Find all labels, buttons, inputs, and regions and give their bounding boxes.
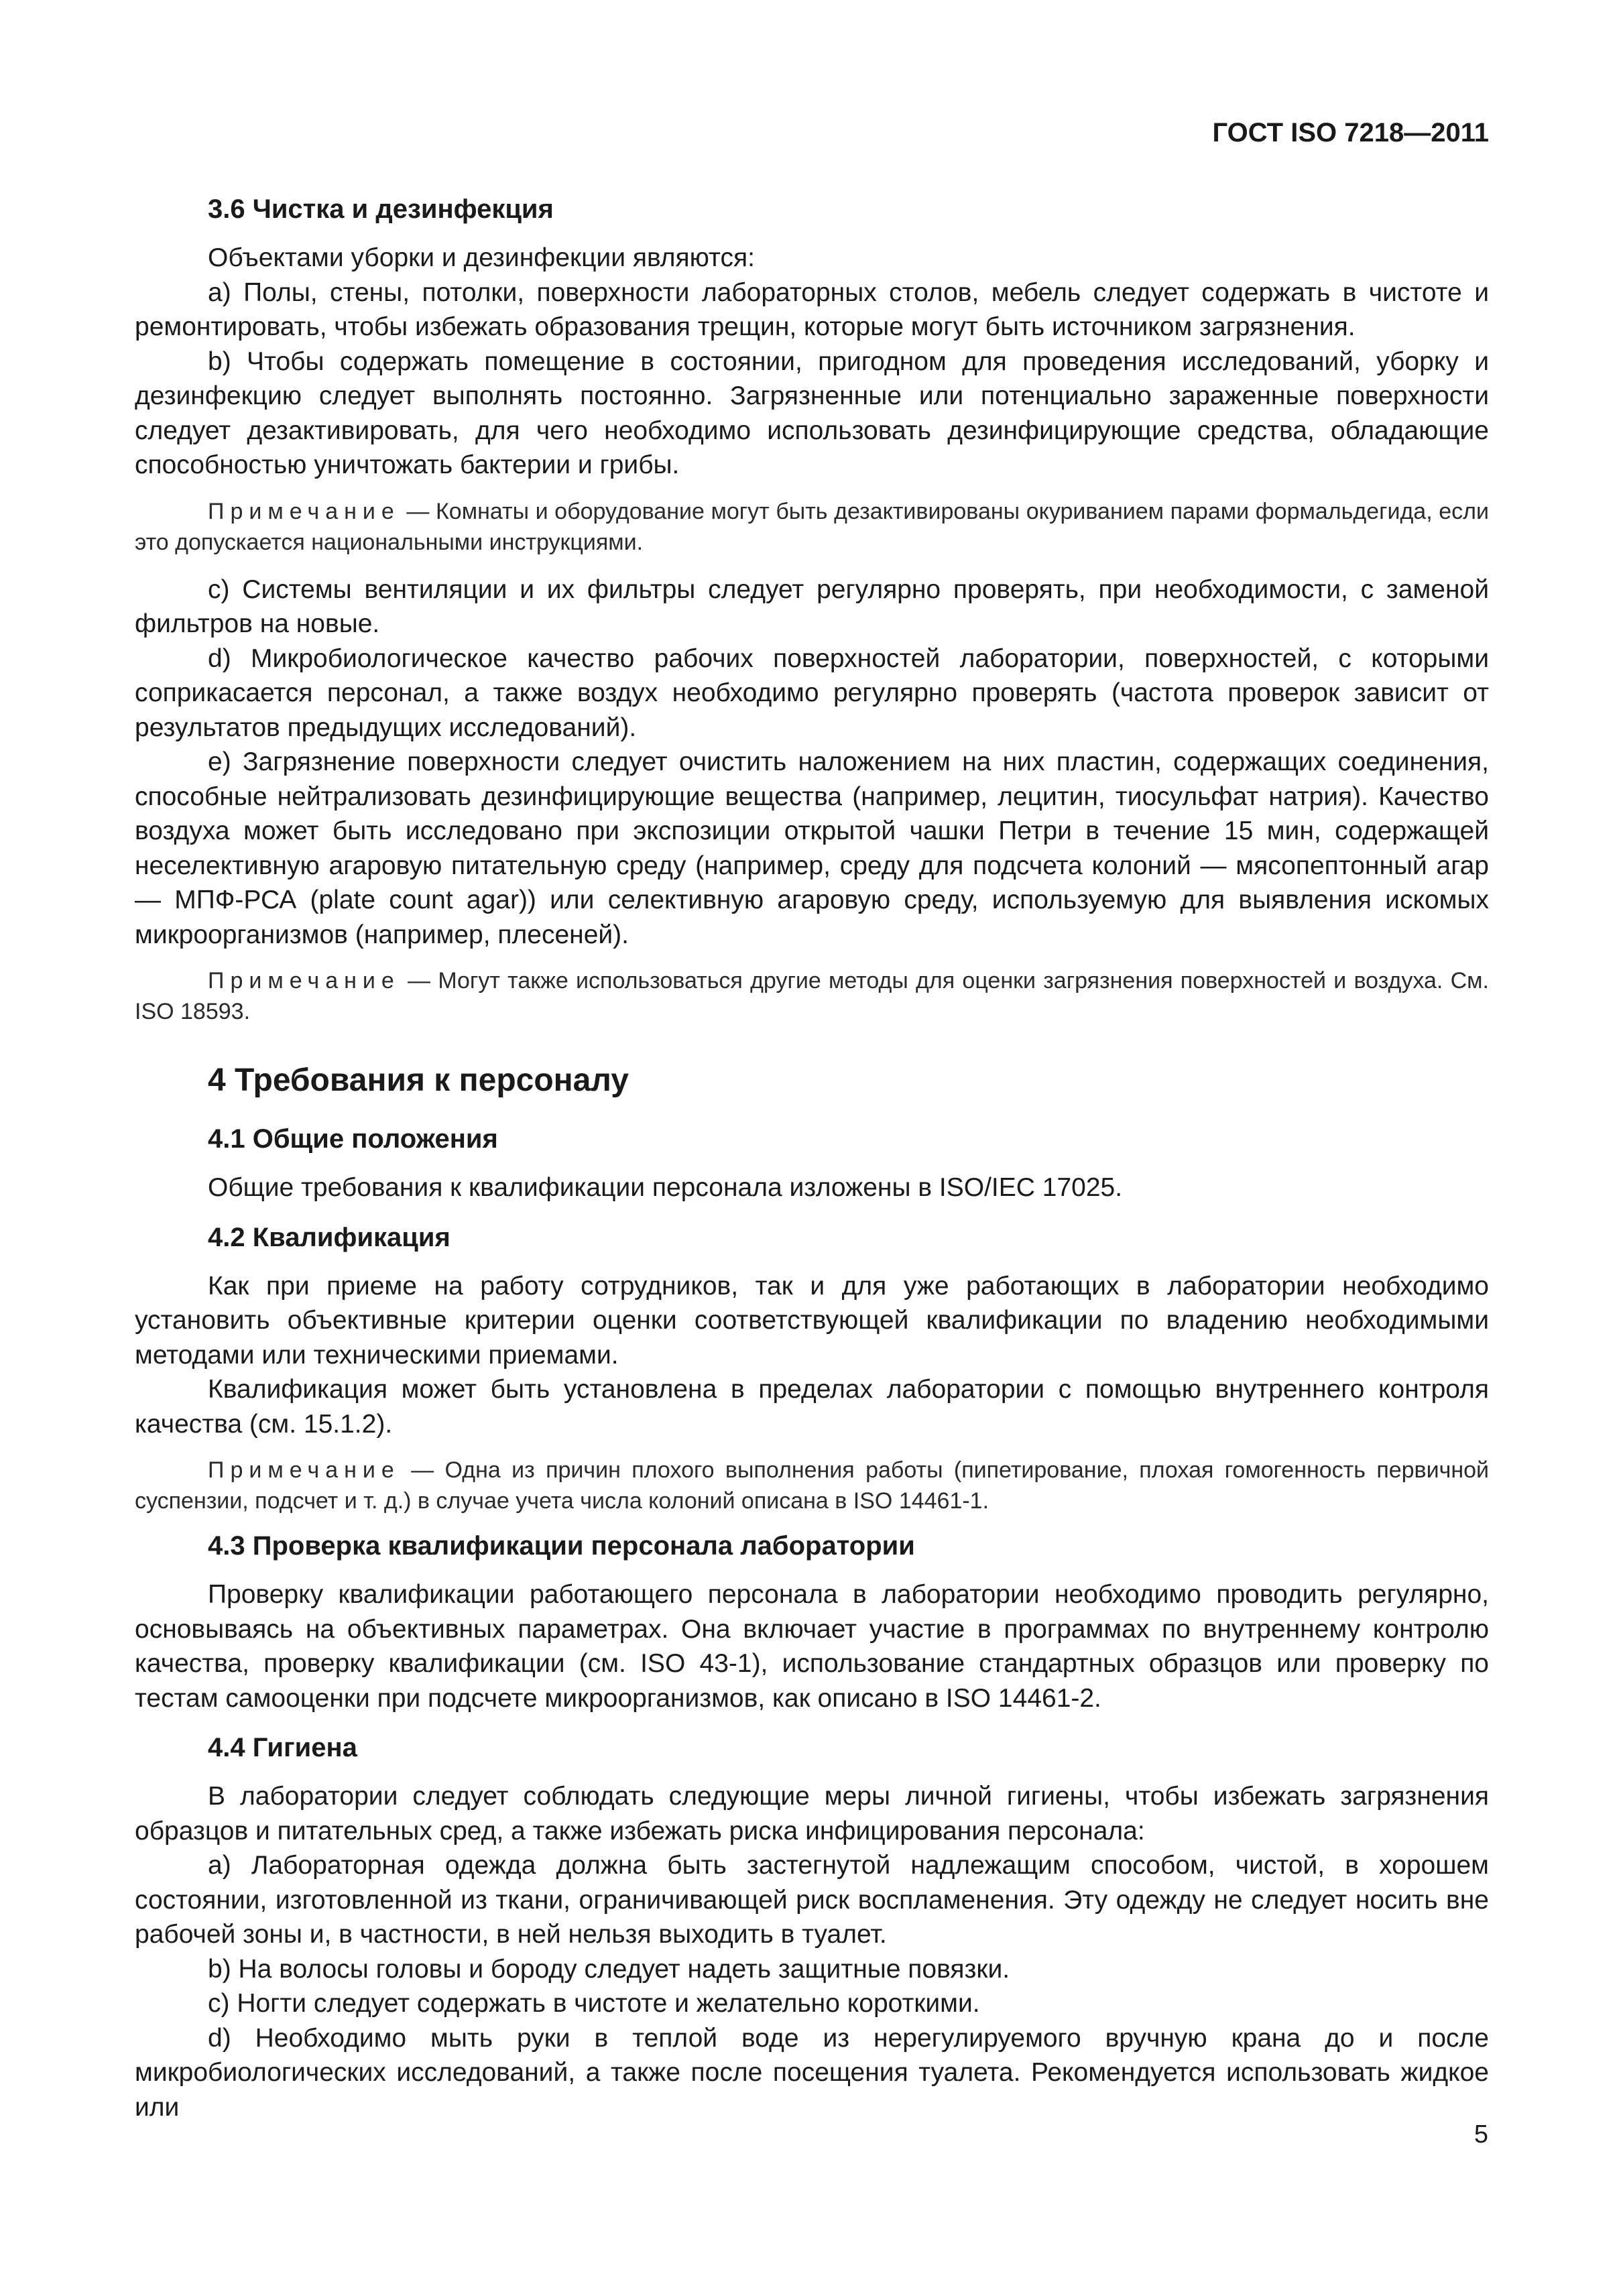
note-label: Примечание <box>208 498 400 524</box>
paragraph-item-d: d) Микробиологическое качество рабочих поверхностей лаборатории, поверхностей, с которыми соприкасается персонал, а также воздух необходимо регулярно проверять (частота проверок зависит от результатов предыдущих исследований). <box>135 644 1489 742</box>
paragraph-item-e: e) Загрязнение поверхности следует очистить наложением на них пластин, содержащих соединения, способные нейтрализовать дезинфицирующие вещества (например, лецитин, тиосульфат натрия). Качество воздуха может быть исследовано при экспозиции открытой чашки Петри в течение 15 мин, содержащей неселективную агаровую питательную среду (например, среду для подсчета колоний — мясопептонный агар — МПФ-РСА (plate count agar)) или селективную агаровую среду, используемую для выявления искомых микроорганизмов (например, плесеней). <box>135 747 1489 949</box>
note-text: — Одна из причин плохого выполнения работы (пипетирование, плохая гомогенность первичной суспензии, подсчет и т. д.) в случае учета числа колоний описана в ISO 14461-1. <box>135 1457 1489 1514</box>
note-label: Примечание <box>208 968 400 993</box>
section-4-4-title: 4.4 Гигиена <box>208 1733 357 1762</box>
paragraph-item-b: b) Чтобы содержать помещение в состоянии, пригодном для проведения исследований, уборку и дезинфекцию следует выполнять постоянно. Загрязненные или потенциально зараженные поверхности следует дезактивировать, для чего необходимо использовать дезинфицирующие средства, обладающие способностью уничтожать бактерии и грибы. <box>135 347 1489 479</box>
paragraph: Квалификация может быть установлена в пределах лаборатории с помощью внутреннего контроля качества (см. 15.1.2). <box>135 1375 1489 1439</box>
note <box>135 1455 1489 1516</box>
note <box>135 965 1489 1027</box>
section-4-1-title: 4.1 Общие положения <box>208 1124 498 1154</box>
page-number: 5 <box>1474 2120 1488 2149</box>
paragraph-item-a: a) Лабораторная одежда должна быть застегнутой надлежащим способом, чистой, в хорошем состоянии, изготовленной из ткани, ограничивающей риск воспламенения. Эту одежду не следует носить вне рабочей зоны и, в частности, в ней нельзя выходить в туалет. <box>135 1851 1489 1949</box>
paragraph-item-d: d) Необходимо мыть руки в теплой воде из нерегулируемого вручную крана до и после микробиологических исследований, а также после посещения туалета. Рекомендуется использовать жидкое или <box>135 2023 1489 2122</box>
page-content <box>135 194 1489 2124</box>
note-label: Примечание <box>208 1457 400 1483</box>
paragraph-item-b: b) На волосы головы и бороду следует надеть защитные повязки. <box>208 1954 1010 1984</box>
note-text: — Могут также использоваться другие методы для оценки загрязнения поверхностей и воздуха. См. ISO 18593. <box>135 968 1489 1024</box>
paragraph: В лаборатории следует соблюдать следующие меры личной гигиены, чтобы избежать загрязнения образцов и питательных сред, а также избежать риска инфицирования персонала: <box>135 1782 1489 1846</box>
standard-header: ГОСТ ISO 7218—2011 <box>1212 118 1489 147</box>
section-4-title: 4 Требования к персоналу <box>208 1063 629 1098</box>
note-text: — Комнаты и оборудование могут быть дезактивированы окуриванием парами формальдегида, если это допускается национальными инструкциями. <box>135 498 1489 555</box>
note <box>135 496 1489 558</box>
paragraph: Общие требования к квалификации персонала изложены в ISO/IEC 17025. <box>208 1173 1123 1202</box>
paragraph: Объектами уборки и дезинфекции являются: <box>208 243 755 272</box>
paragraph-item-c: c) Системы вентиляции и их фильтры следует регулярно проверять, при необходимости, с заменой фильтров на новые. <box>135 575 1489 638</box>
paragraph: Проверку квалификации работающего персонала в лаборатории необходимо проводить регулярно, основываясь на объективных параметрах. Она включает участие в программах по внутреннему контролю качества, проверку квалификации (см. ISO 43-1), использование стандартных образцов или проверку по тестам самооценки при подсчете микроорганизмов, как описано в ISO 14461-2. <box>135 1580 1489 1713</box>
section-4-3-title: 4.3 Проверка квалификации персонала лаборатории <box>208 1531 915 1561</box>
paragraph-item-a: a) Полы, стены, потолки, поверхности лабораторных столов, мебель следует содержать в чистоте и ремонтировать, чтобы избежать образования трещин, которые могут быть источником загрязнения. <box>135 278 1489 341</box>
paragraph: Как при приеме на работу сотрудников, так и для уже работающих в лаборатории необходимо установить объективные критерии оценки соответствующей квалификации по владению необходимыми методами или техническими приемами. <box>135 1271 1489 1370</box>
section-4-2-title: 4.2 Квалификация <box>208 1222 450 1252</box>
paragraph-item-c: c) Ногти следует содержать в чистоте и желательно короткими. <box>208 1989 980 2018</box>
section-3-6-title: 3.6 Чистка и дезинфекция <box>208 194 554 224</box>
